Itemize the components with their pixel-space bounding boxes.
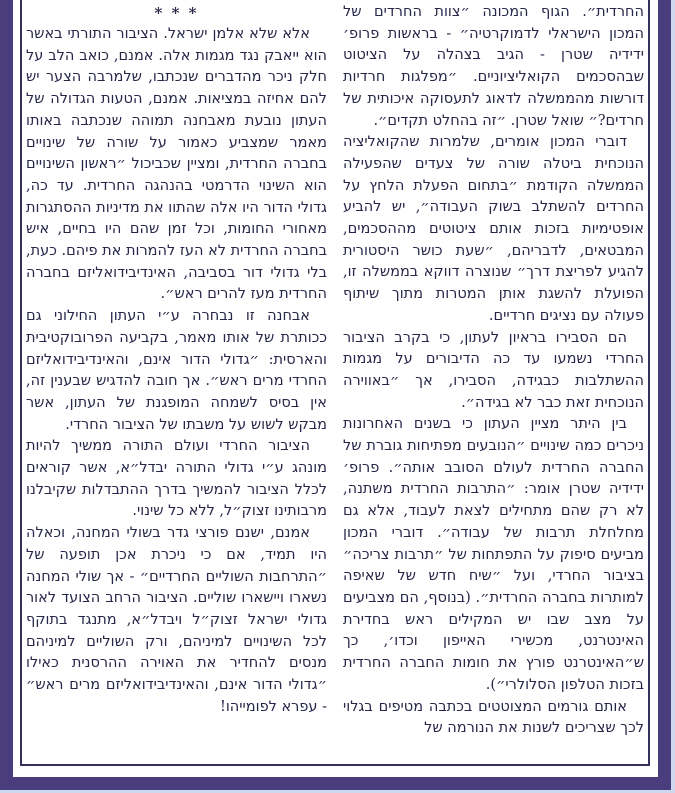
paragraph: אלא שלא אלמן ישראל. הציבור התורתי באשר הוא ייאבק נגד מגמות אלה. אמנם, כואב הלב על חלק ניכר מהדברים שנכתבו, שלמרבה הצער יש להם אחיזה במציאות. אמנם, הטעות הגדולה של העתון נובעת מאבחנה תמוהה שנכתבה באותו מאמר שמצביע כאמור על שורה של שינויים בחברה החרדית, ומציין שכביכול ״ראשון השינויים הוא השינוי הדרמטי בהנהגה החרדית. עד כה, גדולי הדור היו אלה שהתוו את מדיניות ההסתגרות מאחורי החומות, וכל זמן שהם היו בחיים, איש בחברה החרדית לא העז להמרות את פיהם. כעת, בלי גדולי דור בסביבה, האינדיבידואליזם בחברה החרדית מעז להרים ראש״. bbox=[26, 26, 327, 303]
section-separator: * * * bbox=[154, 4, 199, 22]
article-paper bbox=[13, 0, 658, 777]
article-column-right bbox=[343, 2, 644, 764]
article-text-frame bbox=[20, 0, 650, 766]
paragraph: הציבור החרדי ועולם התורה ממשיך להיות מונהג ע״י גדולי התורה יבדל״א, אשר קוראים לכלל הציבור להמשיך בדרך ההתבדלות שקיבלנו מרבותינו זצוק״ל, ללא כל שינוי. bbox=[26, 438, 327, 520]
paragraph: אותם גורמים המצוטטים בכתבה מטיפים בגלוי לכך שצריכים לשנות את הנורמה של bbox=[343, 698, 644, 737]
paragraph: הם הסבירו בראיון לעתון, כי בקרב הציבור החרדי נשמעו עד כה הדיבורים על מגמות ההשתלבות כבגידה, הסבירו, אך ״באווירה הנוכחית זאת כבר לא בגידה״. bbox=[343, 329, 644, 411]
paragraph: בין היתר מציין העתון כי בשנים האחרונות ניכרים כמה שינויים ״הנובעים מפתיחות גוברת של החברה החרדית לעולם הסובב אותה״. פרופ׳ ידידיה שטרן אומר: ״התרבות החרדית משתנה, לא רק שהם מתחילים לצאת לעבוד, אלא גם מחלחלת תרבות של עבודה״. דוברי המכון מביעים סיפוק על התפתחות של ״תרבות צריכה״ בציבור החרדי, ועל ״שיח חדש של שאיפה למותרות בחברה החרדית״. (בנוסף, הם מצביעים על מצב שבו יש המקילים ראש בחדירת האינטרנט, מכשירי האייפון וכדו׳, כך ש״האינטרנט פורץ את חומות החברה החרדית בזכות הטלפון הסלולרי״). bbox=[343, 416, 644, 693]
paragraph: דוברי המכון אומרים, שלמרות שהקואליציה הנוכחית ביטלה שורה של צעדים שהפעילה הממשלה הקודמת ״בתחום הפעלת הלחץ על החרדים להשתלב בשוק העבודה״, יש להביע אופטימיות בזכות אותם ציטוטים מההסכמים, המבטאים, לדבריהם, ״שעת כושר היסטורית להגיע לפריצת דרך״ שנוצרה דווקא בממשלה זו, הפועלת להשגת אותן המטרות מתוך שיתוף פעולה עם נציגים חרדיים. bbox=[343, 134, 644, 324]
paragraph: אמנם, ישנם פורצי גדר בשולי המחנה, וכאלה היו תמיד, אם כי ניכרת אכן תופעה של ״התרחבות השוליים החרדיים״ - אך שולי המחנה נשארו ויישארו שוליים. הציבור הרחב הצועד לאור גדולי ישראל זצוק״ל ויבדל״א, מתנגד בתוקף לכל השינויים למיניהם, ורק השוליים למיניהם מנסים להחדיר את האוירה ההרסנית כאילו ״גדולי הדור אינם, והאינדיבידואליזם מרים ראש״ - עפרא לפומייהו! bbox=[26, 525, 327, 715]
article-columns bbox=[26, 2, 644, 764]
paragraph: אבחנה זו נבחרה ע״י העתון החילוני גם ככותרת של אותו מאמר, בקביעה הפרובוקטיבית והארסית: ״גדולי הדור אינם, והאינדיבידואליזם החרדי מרים ראש״. אך חובה להדגיש שבענין זה, אין בסיס לשמחה המופגנת של העתון, אשר מבקש לשוש על משבתו של הציבור החרדי. bbox=[26, 308, 327, 433]
article-column-left bbox=[26, 2, 327, 764]
paragraph: החרדית״. הגוף המכונה ״צוות החרדים של המכון הישראלי לדמוקרטיה״ - בראשות פרופ׳ ידידיה שטרן - הגיב בצהלה על הציטוט שבהסכמים הקואליציוניים. ״מפלגות חרדיות דורשות מהממשלה לדאוג לתעסוקה איכותית של חרדים?״ שואל שטרן. ״זה בהחלט תקדים״. bbox=[343, 4, 644, 129]
